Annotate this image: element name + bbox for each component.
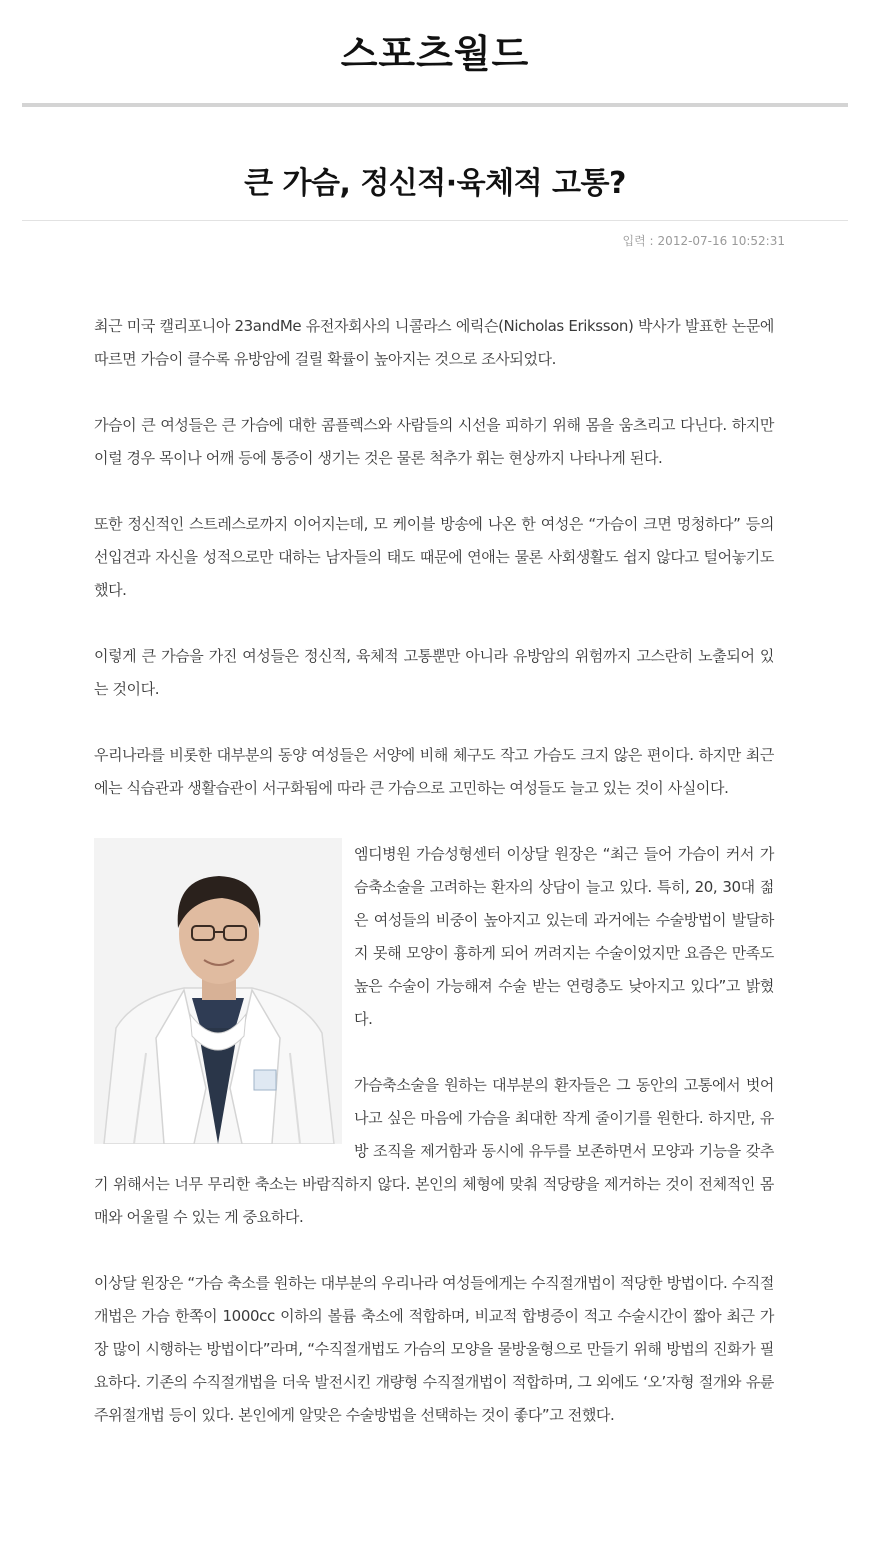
date-value: 2012-07-16 10:52:31 xyxy=(657,234,785,248)
doctor-portrait-illustration xyxy=(94,838,342,1144)
article-paragraph: 엠디병원 가슴성형센터 이상달 원장은 “최근 들어 가슴이 커서 가슴축소술을 고려하는 환자의 상담이 늘고 있다. 특히, 20, 30대 젊은 여성들의 비중이 높아지고 있는데 과거에는 수술방법이 발달하지 못해 모양이 흉하게 되어 꺼려지는 수술이었지만 요즘은 만족도 높은 수술이 가능해져 수술 받는 연령층도 낮아지고 있다”고 밝혔다. xyxy=(354,845,774,1028)
article-title: 큰 가슴, 정신적·육체적 고통? xyxy=(244,166,626,202)
article-paragraph: 최근 미국 캘리포니아 23andMe 유전자회사의 니콜라스 에릭슨(Nicholas Eriksson) 박사가 발표한 논문에 따르면 가슴이 클수록 유방암에 걸릴 확률이 높아지는 것으로 조사되었다. xyxy=(94,317,774,368)
site-logo[interactable]: 스포츠월드 xyxy=(340,32,530,76)
title-divider xyxy=(22,220,848,221)
article-body xyxy=(94,310,774,1465)
article-paragraph: 이상달 원장은 “가슴 축소를 원하는 대부분의 우리나라 여성들에게는 수직절개법이 적당한 방법이다. 수직절개법은 가슴 한쪽이 1000cc 이하의 볼륨 축소에 적합하며, 비교적 합병증이 적고 수술시간이 짧아 최근 가장 많이 시행하는 방법이다”라며, “수직절개법도 가슴의 모양을 물방울형으로 만들기 위해 방법의 진화가 필요하다. 기존의 수직절개법을 더욱 발전시킨 개량형 수직절개법이 적합하며, 그 외에도 ‘오’자형 절개와 유륜주위절개법 등이 있다. 본인에게 알맞은 수술방법을 선택하는 것이 좋다”고 전했다. xyxy=(94,1274,774,1424)
masthead-divider xyxy=(22,103,848,107)
article-paragraph: 가슴이 큰 여성들은 큰 가슴에 대한 콤플렉스와 사람들의 시선을 피하기 위해 몸을 움츠리고 다닌다. 하지만 이럴 경우 목이나 어깨 등에 통증이 생기는 것은 물론 척추가 휘는 현상까지 나타나게 된다. xyxy=(94,416,774,467)
date-label: 입력 : xyxy=(622,234,654,248)
article-dateline xyxy=(623,231,786,251)
article-paragraph: 가슴축소술을 원하는 대부분의 환자들은 그 동안의 고통에서 벗어나고 싶은 마음에 가슴을 최대한 작게 줄이기를 원한다. 하지만, 유방 조직을 제거함과 동시에 유두를 보존하면서 모양과 기능을 갖추기 위해서는 너무 무리한 축소는 바람직하지 않다. 본인의 체형에 맞춰 적당량을 제거하는 것이 전체적인 몸매와 어울릴 수 있는 게 중요하다. xyxy=(94,1076,774,1226)
article-paragraph: 이렇게 큰 가슴을 가진 여성들은 정신적, 육체적 고통뿐만 아니라 유방암의 위험까지 고스란히 노출되어 있는 것이다. xyxy=(94,647,774,698)
doctor-photo xyxy=(94,838,342,1144)
article-paragraph: 또한 정신적인 스트레스로까지 이어지는데, 모 케이블 방송에 나온 한 여성은 “가슴이 크면 멍청하다” 등의 선입견과 자신을 성적으로만 대하는 남자들의 태도 때문에 연애는 물론 사회생활도 쉽지 않다고 털어놓기도 했다. xyxy=(94,515,774,599)
masthead xyxy=(0,0,870,104)
article-paragraph: 우리나라를 비롯한 대부분의 동양 여성들은 서양에 비해 체구도 작고 가슴도 크지 않은 편이다. 하지만 최근에는 식습관과 생활습관이 서구화됨에 따라 큰 가슴으로 고민하는 여성들도 늘고 있는 것이 사실이다. xyxy=(94,746,774,797)
